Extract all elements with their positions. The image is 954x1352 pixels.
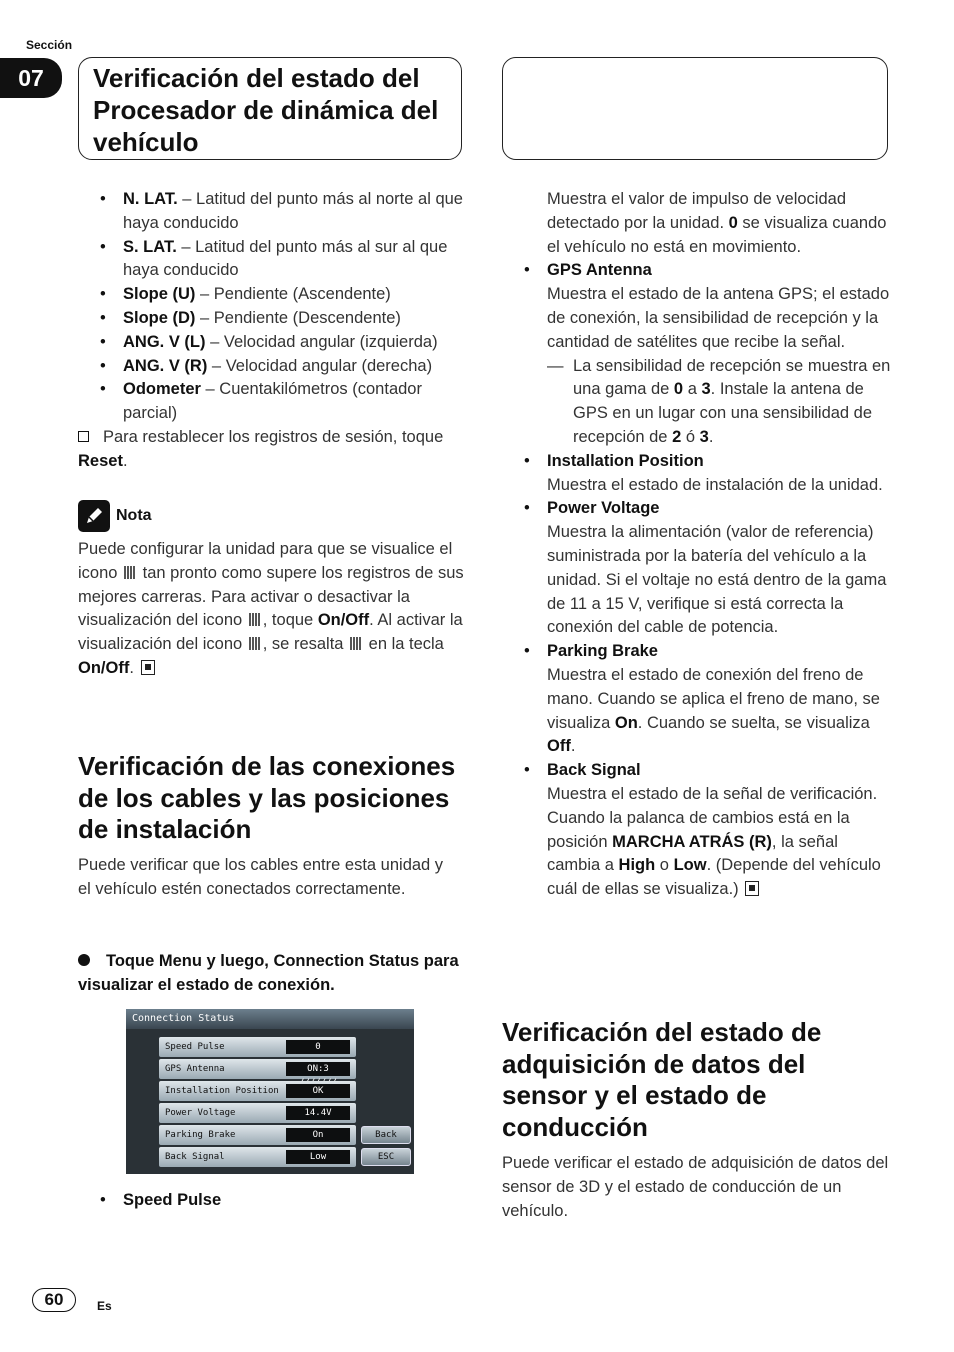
list-item: • Parking Brake Muestra el estado de conexión del freno de mano. Cuando se aplica el freno de mano, se visualiza On. Cuando se suelta, se visualiza Off. <box>502 640 892 759</box>
nota-heading: Nota <box>116 507 152 524</box>
section-label: Sección <box>26 38 73 52</box>
list-item: • S. LAT. – Latitud del punto más al sur al que haya conducido <box>78 236 468 284</box>
page-number: 60 <box>32 1288 76 1312</box>
page-title: Verificación del estado del Procesador de dinámica del vehículo <box>78 57 462 160</box>
record-icon <box>350 637 362 650</box>
speed-pulse-desc: Muestra el valor de impulso de velocidad detectado por la unidad. 0 se visualiza cuando el vehículo no está en movimiento. <box>547 190 887 256</box>
list-item: • GPS Antenna Muestra el estado de la antena GPS; el estado de conexión, la sensibilidad de recepción y la cantidad de satélites que recibe la señal. — La sensibilidad de recepción se muestra en una gama de 0 a 3. Instale la antena de GPS en un lugar con una sensibilidad de recepción de 2 ó 3. <box>502 259 892 449</box>
screen-title: Connection Status <box>126 1009 414 1029</box>
list-item: • Slope (U) – Pendiente (Ascendente) <box>78 283 468 307</box>
record-icon <box>124 566 136 579</box>
end-mark-icon <box>141 660 155 675</box>
nota-heading-row <box>78 500 152 532</box>
screen-row-parking-brake: Parking Brake On <box>159 1125 356 1145</box>
header-empty-box <box>502 57 888 160</box>
list-item: • Power Voltage Muestra la alimentación (valor de referencia) suministrada por la batería del vehículo a la unidad. Si el voltaje no está dentro de la gama de 11 a 15 V, verifique si está correcta la conexión del cable de potencia. <box>502 497 892 640</box>
screen-row-gps-antenna: GPS Antenna ON:3 <box>159 1059 356 1079</box>
list-item: • Speed Pulse <box>78 1189 458 1213</box>
right-column <box>502 188 892 902</box>
section2-intro: Puede verificar que los cables entre esta unidad y el vehículo estén conectados correctamente. <box>78 856 444 898</box>
language-code: Es <box>97 1299 112 1313</box>
reset-note: Para restablecer los registros de sesión, toque Reset. <box>78 427 444 470</box>
section3-intro: Puede verificar el estado de adquisición de datos del sensor de 3D y el estado de conducción de un vehículo. <box>502 1154 889 1220</box>
record-icon <box>249 637 261 650</box>
end-mark-icon <box>745 881 759 896</box>
pencil-icon <box>78 500 110 532</box>
screen-row-speed-pulse: Speed Pulse 0 <box>159 1037 356 1057</box>
section-heading-connections: Verificación de las conexiones de los cables y las posiciones de instalación <box>78 751 456 844</box>
esc-button[interactable]: ESC <box>361 1148 411 1166</box>
list-item: • Slope (D) – Pendiente (Descendente) <box>78 307 468 331</box>
nota-text: Puede configurar la unidad para que se visualice el icono tan pronto como supere los registros de sus mejores carreras. Para activar o desactivar la visualización del icono , toque On/Off. Al activar la visualización del icono , se resalta en la tecla On/Off. <box>78 540 464 677</box>
screen-row-installation-position: Installation Position OK <box>159 1081 356 1101</box>
screen-row-back-signal: Back Signal Low <box>159 1147 356 1167</box>
screen-row-power-voltage: Power Voltage 14.4V <box>159 1103 356 1123</box>
list-item: • Back Signal Muestra el estado de la señal de verificación. Cuando la palanca de cambios está en la posición MARCHA ATRÁS (R), la señal cambia a High o Low. (Depende del vehículo cuál de ellas se visualiza.) <box>502 759 892 902</box>
step-bullet-icon <box>78 954 90 966</box>
speed-pulse-bullet <box>78 1189 458 1213</box>
connection-status-screen <box>126 1009 414 1174</box>
section2-step: Toque Menu y luego, Connection Status para visualizar el estado de conexión. <box>78 952 459 994</box>
record-icon <box>249 613 261 626</box>
list-item: • Odometer – Cuentakilómetros (contador parcial) <box>78 378 468 426</box>
list-item: • N. LAT. – Latitud del punto más al norte al que haya conducido <box>78 188 468 236</box>
left-bullet-list <box>78 188 468 474</box>
square-bullet-icon <box>78 431 89 442</box>
list-item: • Installation Position Muestra el estado de instalación de la unidad. <box>502 450 892 498</box>
list-item: • ANG. V (R) – Velocidad angular (derecha) <box>78 355 468 379</box>
list-item: • ANG. V (L) – Velocidad angular (izquierda) <box>78 331 468 355</box>
section-heading-sensor: Verificación del estado de adquisición de datos del sensor y el estado de conducción <box>502 1017 822 1142</box>
gps-subnote: — La sensibilidad de recepción se muestra en una gama de 0 a 3. Instale la antena de GPS en un lugar con una sensibilidad de recepción de 2 ó 3. <box>547 356 891 446</box>
section-number: 07 <box>0 58 62 98</box>
back-button[interactable]: Back <box>361 1126 411 1144</box>
